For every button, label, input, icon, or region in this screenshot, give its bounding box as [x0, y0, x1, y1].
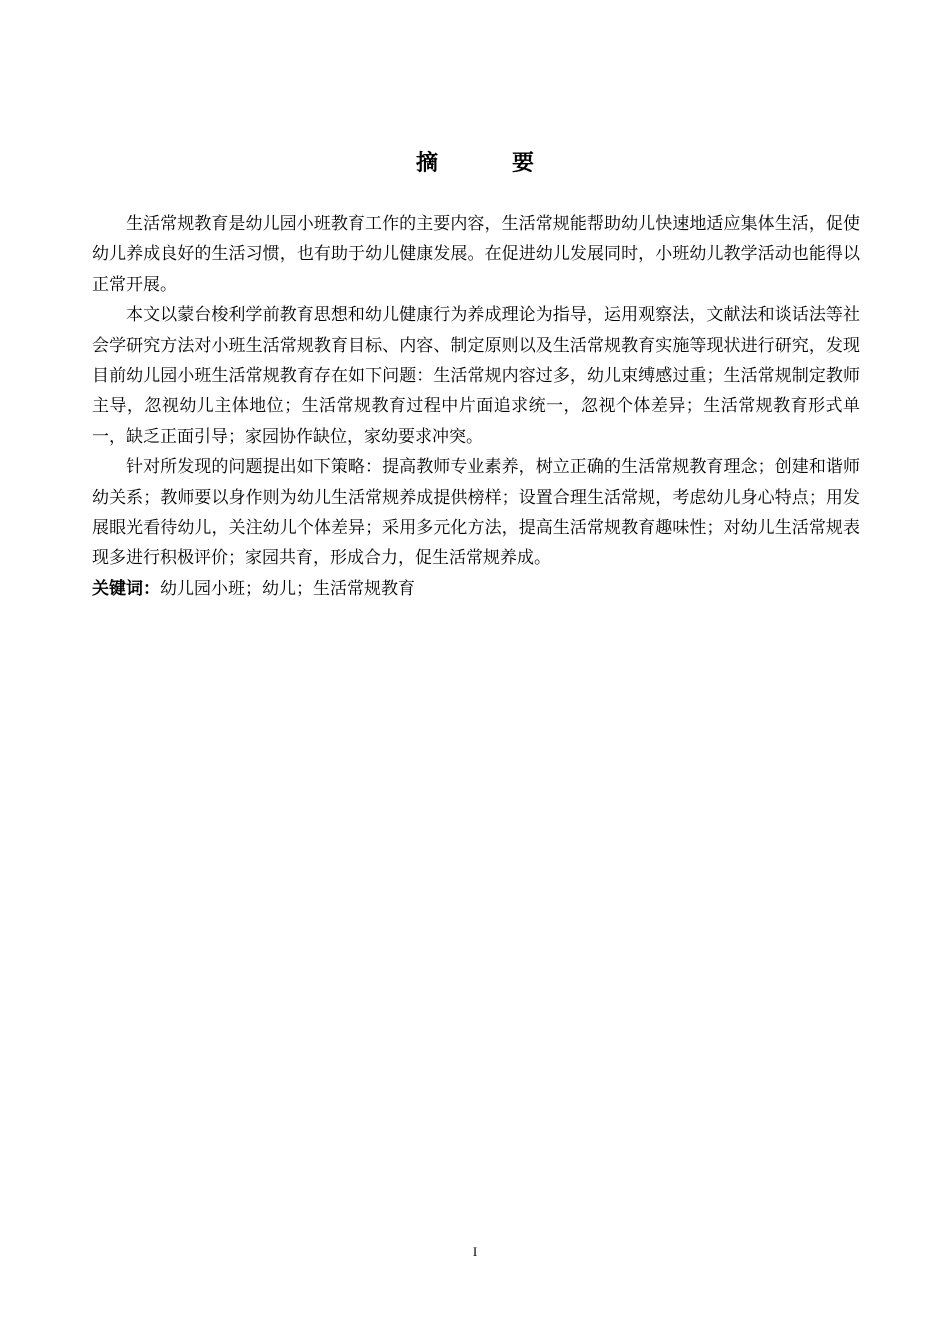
keywords-value: 幼儿园小班；幼儿；生活常规教育	[160, 578, 415, 599]
keywords-line	[92, 574, 860, 604]
abstract-body	[92, 209, 860, 604]
keywords-label: 关键词：	[92, 578, 160, 599]
abstract-paragraph-1: 生活常规教育是幼儿园小班教育工作的主要内容，生活常规能帮助幼儿快速地适应集体生活，促使幼儿养成良好的生活习惯，也有助于幼儿健康发展。在促进幼儿发展同时，小班幼儿教学活动也能得以正常开展。	[92, 214, 860, 295]
abstract-paragraph-3: 针对所发现的问题提出如下策略：提高教师专业素养，树立正确的生活常规教育理念；创建和谐师幼关系；教师要以身作则为幼儿生活常规养成提供榜样；设置合理生活常规，考虑幼儿身心特点；用发展眼光看待幼儿，关注幼儿个体差异；采用多元化方法，提高生活常规教育趣味性；对幼儿生活常规表现多进行积极评价；家园共育，形成合力，促生活常规养成。	[92, 457, 860, 569]
page-number: I	[472, 1244, 478, 1259]
abstract-title: 摘 要	[415, 151, 560, 176]
abstract-paragraph-2: 本文以蒙台梭利学前教育思想和幼儿健康行为养成理论为指导，运用观察法，文献法和谈话法等社会学研究方法对小班生活常规教育目标、内容、制定原则以及生活常规教育实施等现状进行研究，发现目前幼儿园小班生活常规教育存在如下问题：生活常规内容过多，幼儿束缚感过重；生活常规制定教师主导，忽视幼儿主体地位；生活常规教育过程中片面追求统一，忽视个体差异；生活常规教育形式单一，缺乏正面引导；家园协作缺位，家幼要求冲突。	[92, 305, 860, 447]
